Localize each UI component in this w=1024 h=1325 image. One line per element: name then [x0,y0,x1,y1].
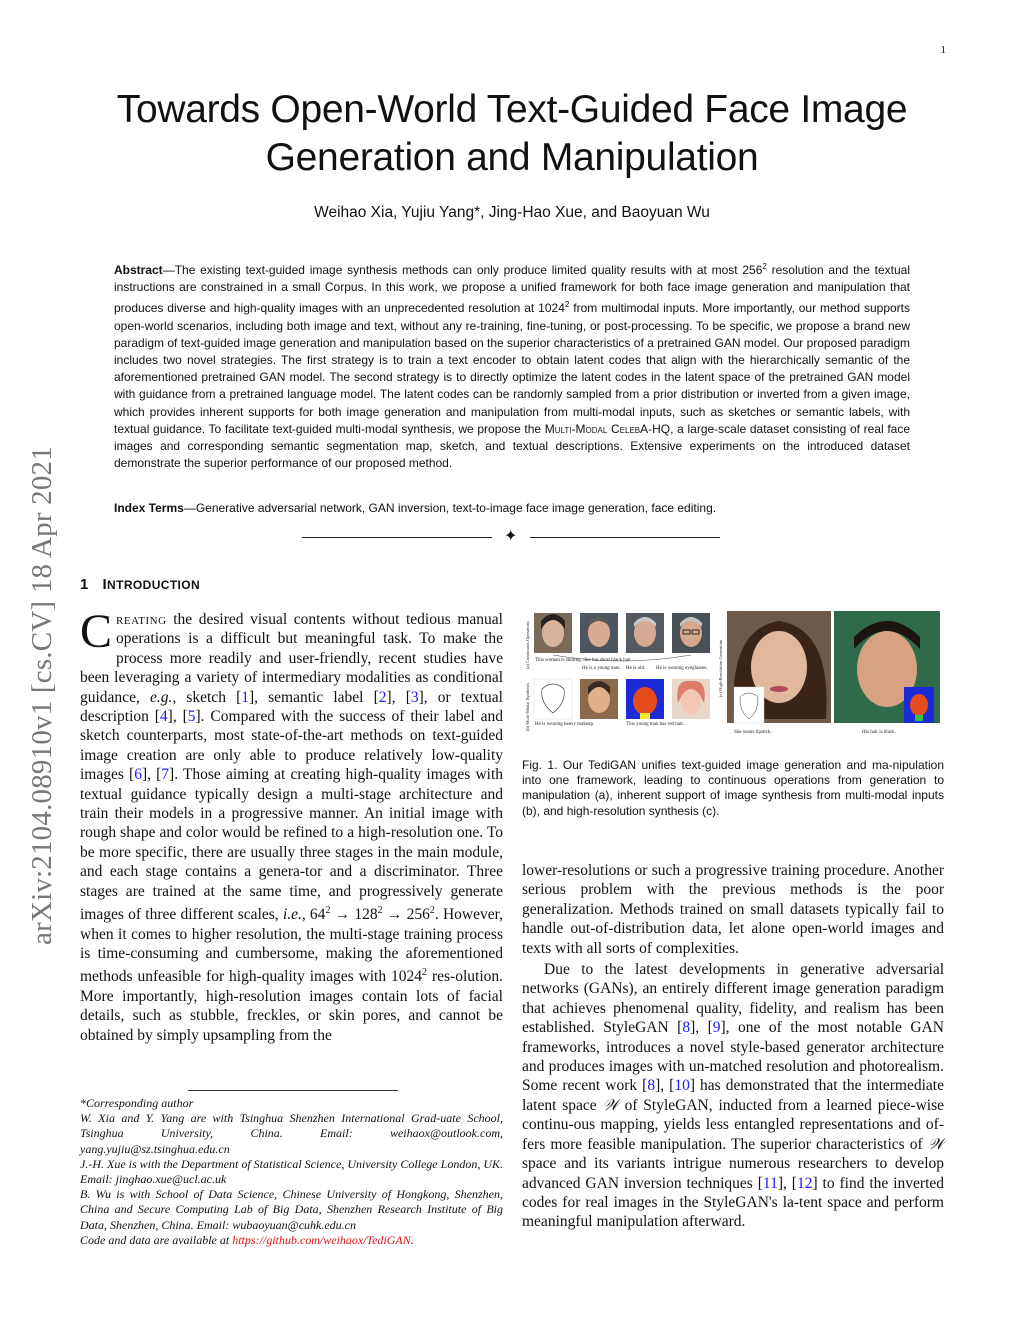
intro-ie: i.e. [282,906,302,924]
intro-sup: 2 [422,967,428,979]
row-a-portraits [534,613,710,653]
drop-cap: C [80,605,113,658]
separator-symbol: ✦ [504,528,518,545]
code-link[interactable]: https://github.com/weihaox/TediGAN [232,1232,411,1247]
citation-link[interactable]: 10 [674,1077,690,1095]
abstract-sup-2: 2 [564,300,570,310]
footnote-rule [188,1090,398,1091]
label-neck-region [915,715,923,721]
caption-b1: He is wearing heavy makeup. [535,722,595,727]
intro-t4: ], [ [386,688,411,706]
citation-link[interactable]: 8 [682,1019,691,1037]
intro-text-right [522,861,944,1232]
citation-link[interactable]: 5 [187,708,196,726]
figure-caption: Fig. 1. Our TediGAN unifies text-guided image generation and ma-nipulation into one framework, leading to continuous operations from generation to manipulation (a), inherent support of image synthesis from multi-modal inputs (b), and high-resolution synthesis (c). [522,758,944,818]
footnotes [80,1096,503,1248]
figure-label-c: (c) High-Resolution Generation [718,639,723,697]
separator-rule-right [530,537,720,538]
footnote-xia-yang: W. Xia and Y. Yang are with Tsinghua Shenzhen International Grad-uate School, Tsinghua University, China. Email: weihaox@outlook.com, yang.yujiu@sz.tsinghua.edu.cn [80,1111,503,1156]
intro-t13: . However, when it comes to higher resolution, the multi-stage training process is time-consuming and cumbersome, making the aforementioned methods unfeasible for high-quality images with 1024 [80,906,504,986]
rc-text: ], one of the most notable GAN frameworks, introduces a novel style-based generator architecture and produces images with un-matched resolution and photorealism. Some recent work [ [522,1019,944,1095]
right-paragraph-2 [522,960,944,1232]
rc-text: Due to the latest developments in generative adversarial networks (GANs), an entirely different image generation paradigm that achieves phenomenal quality, fidelity, and realism has been established. StyleGAN [ [522,961,944,1037]
intro-t11: → 128 [330,906,378,924]
rc-text: ], [ [690,1019,713,1037]
citation-link[interactable]: 7 [161,766,170,784]
row-b-multimodal [534,679,710,719]
label-neck-region [640,713,650,719]
abstract [114,258,910,472]
sketch-inset [734,687,764,723]
authors: Weihao Xia, Yujiu Yang*, Jing-Hao Xue, and Baoyuan Wu [314,204,710,221]
caption-b2: This young man has red hair. [626,722,685,727]
citation-link[interactable]: 3 [410,688,419,706]
intro-t3: ], semantic label [ [248,688,379,706]
section-title-rest: NTRODUCTION [107,578,201,592]
rc-text: of StyleGAN, inducted from a learned piece-wise continu-ous mapping, yields less entangled representations and of-fers more feasible manipulation. The superior characteristics of [522,1096,944,1153]
footnote-code-suffix: . [410,1232,414,1247]
caption-c1: She wears lipstick. [734,730,772,735]
intro-eg: e.g. [149,688,173,706]
footnote-corresponding: *Corresponding author [80,1096,194,1110]
lips-shape [770,686,788,692]
caption-a2: He is a young man. [582,666,621,671]
intro-t6: ], [ [167,708,188,726]
title-line-2: Generation and Manipulation [265,136,759,179]
index-terms-text: —Generative adversarial network, GAN inversion, text-to-image face image generation, face editing. [183,501,717,515]
title-line-1: Towards Open-World Text-Guided Face Image [116,88,908,131]
intro-t8: ], [ [141,766,162,784]
intro-smallcaps: reating [116,611,167,628]
footnote-code [80,1233,503,1248]
abstract-label: Abstract [114,263,163,277]
separator-rule-left [302,537,492,538]
rc-text: ], [ [655,1077,675,1095]
abstract-text-4: , a large-scale dataset consisting of real face images and corresponding semantic segmentation map, sketch, and textual descriptions. Extensive experiments on the introduced dataset demonstrate the superior performance of our proposed method. [114,421,910,471]
citation-link[interactable]: 9 [712,1019,721,1037]
figure-label-a: (a) Continuous Operations [525,621,530,669]
paper-title [0,86,1024,182]
rc-text: ] has demonstrated that the intermediate latent space [522,1077,944,1114]
caption-c2: His hair is black. [862,730,896,735]
intro-t7: ]. Compared with the success of their label and sketch counterparts, most state-of-the-art methods on text-guided image creation are only able to produce relatively low-quality images [ [80,708,503,784]
arxiv-stamp: arXiv:2104.08910v1 [cs.CV] 18 Apr 2021 [26,446,58,945]
rc-text: space and its variants intrigue numerous researchers to develop advanced GAN inversion techniques [ [522,1155,944,1192]
footnote-code-prefix: Code and data are available at [80,1232,233,1247]
rc-text: ] to find the inverted codes for real images in the StyleGAN's la-tent space and perform meaningful manipulation afterward. [522,1174,945,1231]
label-face-region [633,687,657,715]
intro-text-left [80,605,504,1045]
intro-t5: ], or textual description [ [80,688,503,726]
page-number: 1 [940,44,946,56]
citation-link[interactable]: 4 [159,708,168,726]
footnote-wu: B. Wu is with School of Data Science, Chinese University of Hongkong, Shenzhen, China and Secure Computing Lab of Big Data, Shenzhen Research Institute of Big Data, Shenzhen, China. Email: wubaoyuan@cuhk.edu.cn [80,1187,503,1232]
intro-t2: , sketch [ [172,688,242,706]
abstract-text-3: from multimodal inputs. More importantly, our method supports open-world scenarios, including both image and text, without any re-training, fine-tuning, or post-processing. To be specific, we propose a brand new paradigm of text-guided image generation and manipulation based on the superior characteristics of a pretrained GAN model. Our proposed paradigm includes two novel strategies. The first strategy is to train a text encoder to obtain latent codes that align with the hierarchically semantic of the aforementioned pretrained GAN model. The second strategy is to directly optimize the latent codes in the latent space of the pretrained GAN model with guidance from a pretrained language model. The latent codes can be randomly sampled from a prior distribution or inverted from a given image, which provides inherent supports for both image generation and manipulation from multi-modal inputs, such as sketches or semantic labels, with textual guidance. To facilitate text-guided multi-modal synthesis, we propose the [114,301,910,436]
label-face-region [910,694,928,716]
citation-link[interactable]: 11 [762,1174,778,1192]
section-title-cap: I [102,576,108,593]
citation-link[interactable]: 1 [241,688,249,706]
intro-t1: the desired visual contents without tedious manual operations is a difficult but meaningful task. To make the process more readily and user-friendly, recent studies have been leveraging a variety of intermediary modalities as conditional guidance, [80,611,503,706]
abstract-text-2: resolution and the textual instructions are constrained in a small Corpus. In this work, we propose a unified framework for both face image generation and manipulation that produces diverse and high-quality images with an unprecedented resolution at 1024 [114,263,910,316]
section-heading [80,576,200,593]
abstract-text-1: —The existing text-guided image synthesis methods can only produce limited quality results with at most 256 [162,263,763,277]
rc-text: ], [ [777,1174,797,1192]
citation-link[interactable]: 8 [647,1077,656,1095]
index-terms [114,500,910,517]
high-res-woman [727,611,831,723]
caption-a3: He is old. [626,666,646,671]
figure-label-b: (b) Multi-Modal Synthesis [525,683,530,731]
caption-a4: He is wearing eyeglasses. [656,666,708,671]
intro-t10: , 64 [301,906,326,924]
citation-link[interactable]: 12 [796,1174,813,1192]
intro-sup: 2 [325,905,331,917]
dataset-name: Multi-Modal CelebA-HQ [544,421,671,436]
w-space-symbol: 𝒲 [927,1135,944,1153]
intro-t9: ]. Those aiming at creating high-quality images with textual guidance typically design a multi-stage architecture and train their models in a progressive manner. An initial image with rough shape and color would be refined to a high-resolution one. To be more specific, there are usually three stages in the main module, and each stage contains a genera-tor and a discriminator. Three stages are trained at the same time, and progressively generate images of three different scales, [80,766,503,924]
intro-sup: 2 [377,905,383,917]
intro-t12: → 256 [382,906,430,924]
w-space-symbol: 𝒲 [602,1096,619,1114]
intro-t14: res-olution. More importantly, high-resolution images contain lots of facial details, such as stubble, freckles, or skin pores, and cannot be obtained by simply upsampling from the [80,968,503,1044]
figure-1 [522,609,944,739]
footnote-xue: J.-H. Xue is with the Department of Statistical Science, University College London, UK. Email: jinghao.xue@ucl.ac.uk [80,1156,503,1187]
high-res-man [834,611,940,723]
citation-link[interactable]: 2 [378,688,387,706]
citation-link[interactable]: 6 [134,766,142,784]
abstract-sup-1: 2 [762,262,767,271]
index-terms-label: Index Terms [114,501,184,515]
section-number: 1 [80,576,89,593]
intro-sup: 2 [429,905,435,917]
right-paragraph-1: lower-resolutions or such a progressive training procedure. Another serious problem with the previous methods is the poor generalization. Methods trained on small datasets typically fail to handle out-of-distribution data, let alone open-world images and texts with all sorts of complexities. [522,862,944,957]
caption-a1: This woman is smiling. She has short black hair. [535,658,632,663]
